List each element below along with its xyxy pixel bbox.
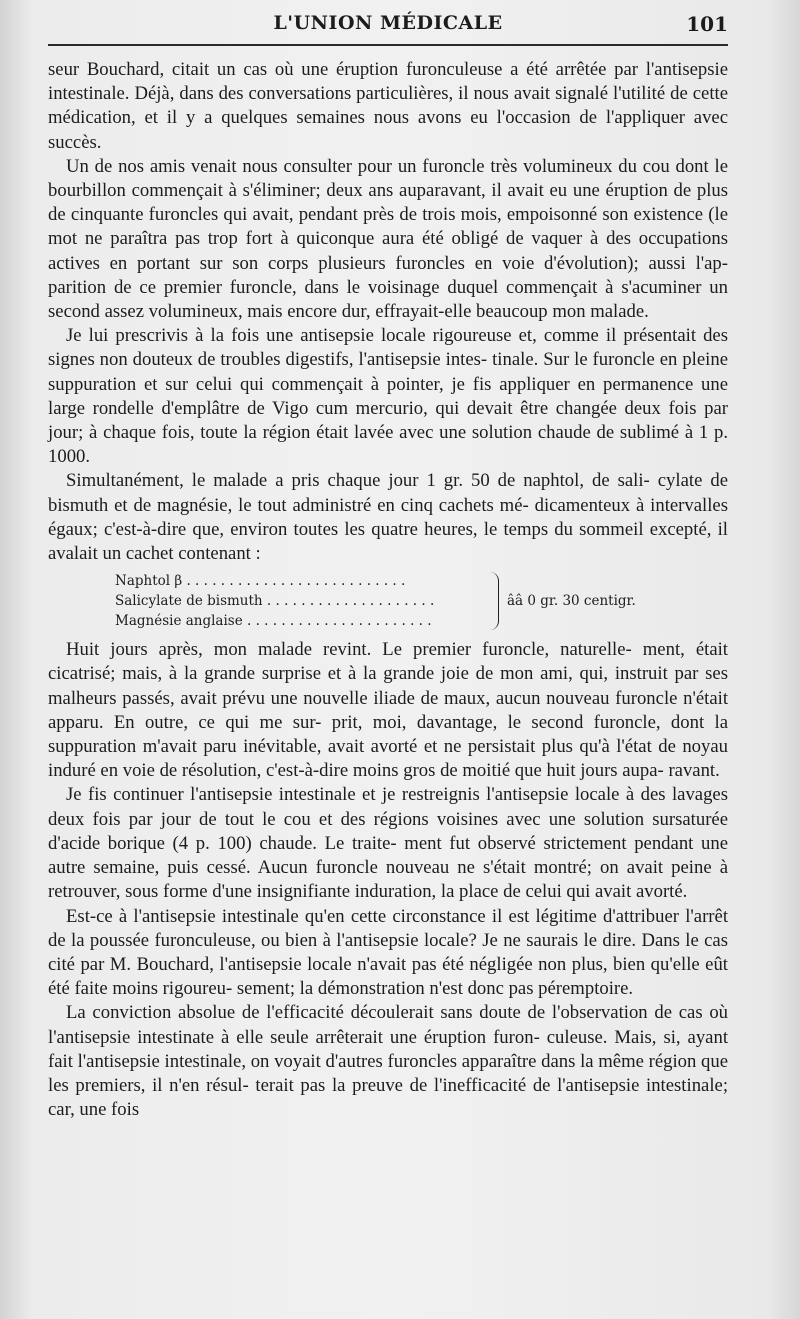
text-line: sement; la démonstration n'est donc pas péremptoire. [236,978,634,1000]
paragraph [48,1001,728,1122]
text-line: Je ne saurais le dire. Dans le cas cité par M. Bouchard, l'antisepsie locale [48,929,728,975]
text-line: parition de ce premier furoncle, dans le voisinage duquel commençait à [48,276,614,298]
text-line: Vigo cum mercurio, qui devait être changée deux fois par jour; à chaque [48,397,728,444]
text-line: avait signalé l'utilité de cette médication, et il y a quelques semaines nous [48,83,728,129]
text-line: seur Bouchard, citait un cas où une éruption furonculeuse a été arrêtée par [48,59,639,80]
text-line: ravant. [668,760,720,782]
formula-dose: ââ 0 gr. 30 centigr. [507,593,636,610]
text-line: furoncles apparaître dans la même région que les premiers, il n'en résul- [48,1050,729,1096]
paragraph [48,324,728,469]
text-line: ment, était cicatrisé; mais, à la grande surprise et à la grande joie de mon [48,639,728,685]
text-line: à des lavages deux fois par jour de tout le cou et des régions voisines [48,784,728,830]
paragraph [48,783,728,904]
text-line: 1 p. 1000. [48,422,729,468]
page-header [48,12,728,38]
text-line: d'attribuer l'arrêt de la poussée furonculeuse, ou bien à l'antisepsie locale? [48,905,729,951]
paragraph [48,155,728,324]
text-line: terait pas la preuve de l'inefficacité de l'antisepsie intestinale; car, une fois [48,1074,729,1121]
text-line: fort à quiconque aura été obligé de vaquer à des occupations actives en [48,228,729,274]
text-line: voie de résolution, c'est-à-dire moins gros de moitié que huit jours aupa- [122,760,664,782]
formula-item: Naphtol β . . . . . . . . . . . . . . . . . . . . . . . . . . [115,573,406,590]
text-line: Je fis continuer l'antisepsie intestinale et je restreignis l'antisepsie locale [66,784,620,806]
text-line: présentait des signes non douteux de troubles digestifs, l'antisepsie intes- [48,325,728,371]
text-line: prit, moi, davantage, le second furoncle, dont la suppuration m'avait paru [48,711,728,758]
text-line: inévitable, avait avorté et ne persistait plus qu'à l'état de noyau induré en [48,736,728,782]
text-line: pointer, je fis appliquer en permanence une large rondelle d'emplâtre de [48,373,729,419]
text-line: tinale. Sur le furoncle en pleine suppuration et sur celui qui commençait à [48,349,728,395]
text-line: ami, qui, instruit par ses malheurs passés, avait prévu une nouvelle iliade [48,663,728,709]
text-line: culeuse. Mais, si, ayant fait l'antisepsie intestinale, on voyait d'autres [48,1026,729,1072]
text-line: Huit jours après, mon malade revint. Le premier furoncle, naturelle- [66,639,632,661]
article-body [48,58,728,1122]
text-line: de maux, aucun nouveau furoncle n'était apparu. En outre, ce qui me sur- [48,687,729,733]
text-line: fois, toute la région était lavée avec une solution chaude de sublimé à [161,422,694,444]
text-line: près de trois mois, empoisonné son existence (le mot ne paraîtra pas trop [48,204,728,250]
text-line: ment fut observé strictement pendant une autre semaine, puis cessé. [48,832,729,879]
text-line: Un de nos amis venait nous consulter pour un furoncle très volumineux [66,155,613,177]
text-line: il avait eu une éruption de plus de cinquante furoncles qui avait, pendant [48,180,729,226]
paragraph [48,469,728,566]
paragraph [48,638,728,783]
text-line: cylate de bismuth et de magnésie, le tout administré en cinq cachets mé- [48,470,728,516]
text-line: Aucun furoncle nouveau ne s'était montré; on avait peine à retrouver, sous [48,857,728,903]
text-line: Simultanément, le malade a pris chaque jour 1 gr. 50 de naphtol, de sali- [66,470,650,492]
text-line: s'acuminer un second assez volumineux, mais encore dur, effrayait-elle [48,276,728,323]
header-rule [48,44,728,46]
text-line: avec une solution sursaturée d'acide borique (4 p. 100) chaude. Le traite- [48,808,729,854]
text-line: de cas où l'antisepsie intestinate à elle seule arrêterait une éruption furon- [48,1002,729,1048]
prescription-formula [115,572,728,632]
text-line: Est-ce à l'antisepsie intestinale qu'en cette circonstance il est légitime [66,905,597,927]
paragraph [48,905,728,1002]
text-line: dicamenteux à intervalles égaux; c'est-à-dire que, environ toutes les quatre [48,494,728,540]
text-line: du cou dont le bourbillon commençait à s'éliminer; deux ans auparavant, [48,155,728,202]
text-line: l'antisepsie intestinale. Déjà, dans des conversations particulières, il nous [48,59,729,105]
text-line: La conviction absolue de l'efficacité découlerait sans doute de l'observation [66,1002,648,1024]
formula-item: Salicylate de bismuth . . . . . . . . . . . . . . . . . . . . [115,593,435,610]
formula-item: Magnésie anglaise . . . . . . . . . . . . . . . . . . . . . . [115,613,432,630]
page-number: 101 [686,12,728,36]
paragraph [48,58,728,155]
text-line: Je lui prescrivis à la fois une antisepsie locale rigoureuse et, comme il [66,325,617,347]
text-line: n'avait pas été négligée non plus, bien qu'elle eût été faite moins rigoureu- [48,953,728,1000]
text-line: avons eu l'occasion de l'appliquer avec succès. [48,107,729,153]
brace [488,572,499,630]
text-line: heures, le temps du sommeil excepté, il avalait un cachet contenant : [48,518,728,565]
text-line: forme d'une insignifiante induration, la place de celui qui avait avorté. [162,881,688,903]
text-line: portant sur son corps plusieurs furoncles en voie d'évolution); aussi l'ap- [137,252,728,274]
text-line: beaucoup mon malade. [476,301,649,323]
running-title: L'UNION MÉDICALE [273,12,503,34]
